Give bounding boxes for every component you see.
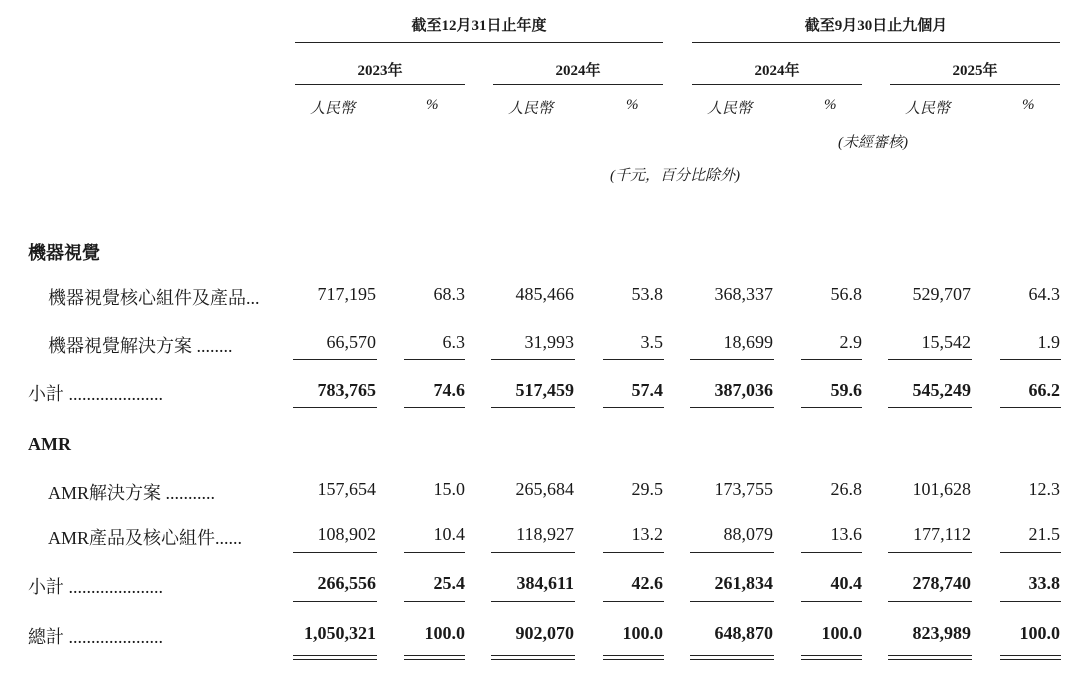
sum-rule [404,407,465,408]
sum-rule [1000,552,1061,553]
value-cell: 717,195 [317,284,376,304]
value-cell: 157,654 [317,479,376,499]
unit-percent: % [426,97,439,113]
pct-cell: 68.3 [433,284,465,304]
unit-currency: 人民幣 [707,101,753,117]
sum-rule [404,359,465,360]
total-pct: 100.0 [622,623,663,643]
pct-cell: 12.3 [1028,479,1060,499]
sum-rule [1000,407,1061,408]
row-label: AMR解決方案 ........... [48,483,216,503]
pct-cell: 10.4 [433,524,465,544]
total-pct: 100.0 [1019,623,1060,643]
value-cell: 177,112 [913,524,971,544]
group-header-nine-months: 截至9月30日止九個月 [804,18,948,34]
value-cell: 485,466 [515,284,574,304]
total-pct: 100.0 [424,623,465,643]
sum-rule [603,601,664,602]
double-rule [293,655,377,660]
total-value: 823,989 [912,623,971,643]
sum-rule [293,407,377,408]
total-label: 總計 ..................... [28,627,163,647]
value-cell: 265,684 [515,479,574,499]
pct-cell: 21.5 [1028,524,1060,544]
double-rule [801,655,862,660]
sum-rule [1000,359,1061,360]
sum-rule [801,359,862,360]
sum-rule [491,552,575,553]
sum-rule [690,407,774,408]
pct-cell: 29.5 [631,479,663,499]
pct-cell: 13.6 [830,524,862,544]
subtotal-pct: 57.4 [631,380,663,400]
subtotal-value: 384,611 [516,573,574,593]
row-label: 機器視覺核心組件及產品... [48,288,260,308]
value-cell: 88,079 [723,524,773,544]
unit-percent: % [1022,97,1035,113]
subtotal-pct: 66.2 [1028,380,1060,400]
value-cell: 66,570 [326,332,376,352]
year-rule [493,84,663,85]
subtotal-value: 261,834 [714,573,773,593]
value-cell: 18,699 [723,332,773,352]
subtotal-value: 783,765 [317,380,376,400]
section-title: 機器視覺 [28,243,100,263]
sum-rule [491,407,575,408]
sum-rule [690,601,774,602]
year-header-2024-nine-months: 2024年 [754,63,800,79]
value-cell: 529,707 [912,284,971,304]
value-cell: 108,902 [317,524,376,544]
subtotal-pct: 25.4 [433,573,465,593]
sum-rule [1000,601,1061,602]
sum-rule [888,407,972,408]
subtotal-pct: 74.6 [433,380,465,400]
pct-cell: 6.3 [442,332,465,352]
double-rule [690,655,774,660]
sum-rule [603,407,664,408]
value-cell: 173,755 [714,479,773,499]
subtotal-value: 517,459 [515,380,574,400]
sum-rule [801,407,862,408]
group-rule-annual [295,42,663,43]
thousands-note: (千元，百分比除外) [610,168,740,184]
subtotal-label: 小計 ..................... [28,577,163,597]
sum-rule [491,359,575,360]
subtotal-pct: 40.4 [830,573,862,593]
group-header-annual: 截至12月31日止年度 [411,18,547,34]
unaudited-note: (未經審核) [838,135,908,151]
pct-cell: 53.8 [631,284,663,304]
subtotal-value: 545,249 [912,380,971,400]
pct-cell: 3.5 [640,332,663,352]
group-rule-nine-months [692,42,1060,43]
double-rule [888,655,972,660]
pct-cell: 56.8 [830,284,862,304]
value-cell: 15,542 [921,332,971,352]
year-header-2025: 2025年 [952,63,998,79]
sum-rule [888,601,972,602]
sum-rule [404,601,465,602]
subtotal-pct: 59.6 [830,380,862,400]
pct-cell: 13.2 [631,524,663,544]
sum-rule [690,552,774,553]
subtotal-pct: 42.6 [631,573,663,593]
total-value: 1,050,321 [304,623,376,643]
year-rule [890,84,1060,85]
total-value: 902,070 [515,623,574,643]
sum-rule [801,552,862,553]
unit-percent: % [824,97,837,113]
sum-rule [690,359,774,360]
unit-currency: 人民幣 [905,101,951,117]
row-label: AMR產品及核心組件...... [48,528,243,548]
sum-rule [491,601,575,602]
subtotal-value: 266,556 [317,573,376,593]
double-rule [603,655,664,660]
sum-rule [293,552,377,553]
pct-cell: 64.3 [1028,284,1060,304]
sum-rule [888,359,972,360]
pct-cell: 26.8 [830,479,862,499]
double-rule [491,655,575,660]
sum-rule [888,552,972,553]
unit-currency: 人民幣 [310,101,356,117]
subtotal-value: 387,036 [714,380,773,400]
double-rule [404,655,465,660]
unit-percent: % [626,97,639,113]
year-rule [295,84,465,85]
unit-currency: 人民幣 [508,101,554,117]
pct-cell: 15.0 [433,479,465,499]
year-header-2023: 2023年 [357,63,403,79]
value-cell: 31,993 [524,332,574,352]
subtotal-label: 小計 ..................... [28,384,163,404]
double-rule [1000,655,1061,660]
sum-rule [404,552,465,553]
value-cell: 101,628 [912,479,971,499]
sum-rule [801,601,862,602]
pct-cell: 2.9 [839,332,862,352]
subtotal-value: 278,740 [912,573,971,593]
pct-cell: 1.9 [1037,332,1060,352]
sum-rule [603,552,664,553]
sum-rule [603,359,664,360]
subtotal-pct: 33.8 [1028,573,1060,593]
total-value: 648,870 [714,623,773,643]
sum-rule [293,359,377,360]
value-cell: 118,927 [516,524,574,544]
sum-rule [293,601,377,602]
row-label: 機器視覺解決方案 ........ [48,336,233,356]
section-title: AMR [28,434,71,454]
year-header-2024: 2024年 [555,63,601,79]
year-rule [692,84,862,85]
total-pct: 100.0 [821,623,862,643]
value-cell: 368,337 [714,284,773,304]
